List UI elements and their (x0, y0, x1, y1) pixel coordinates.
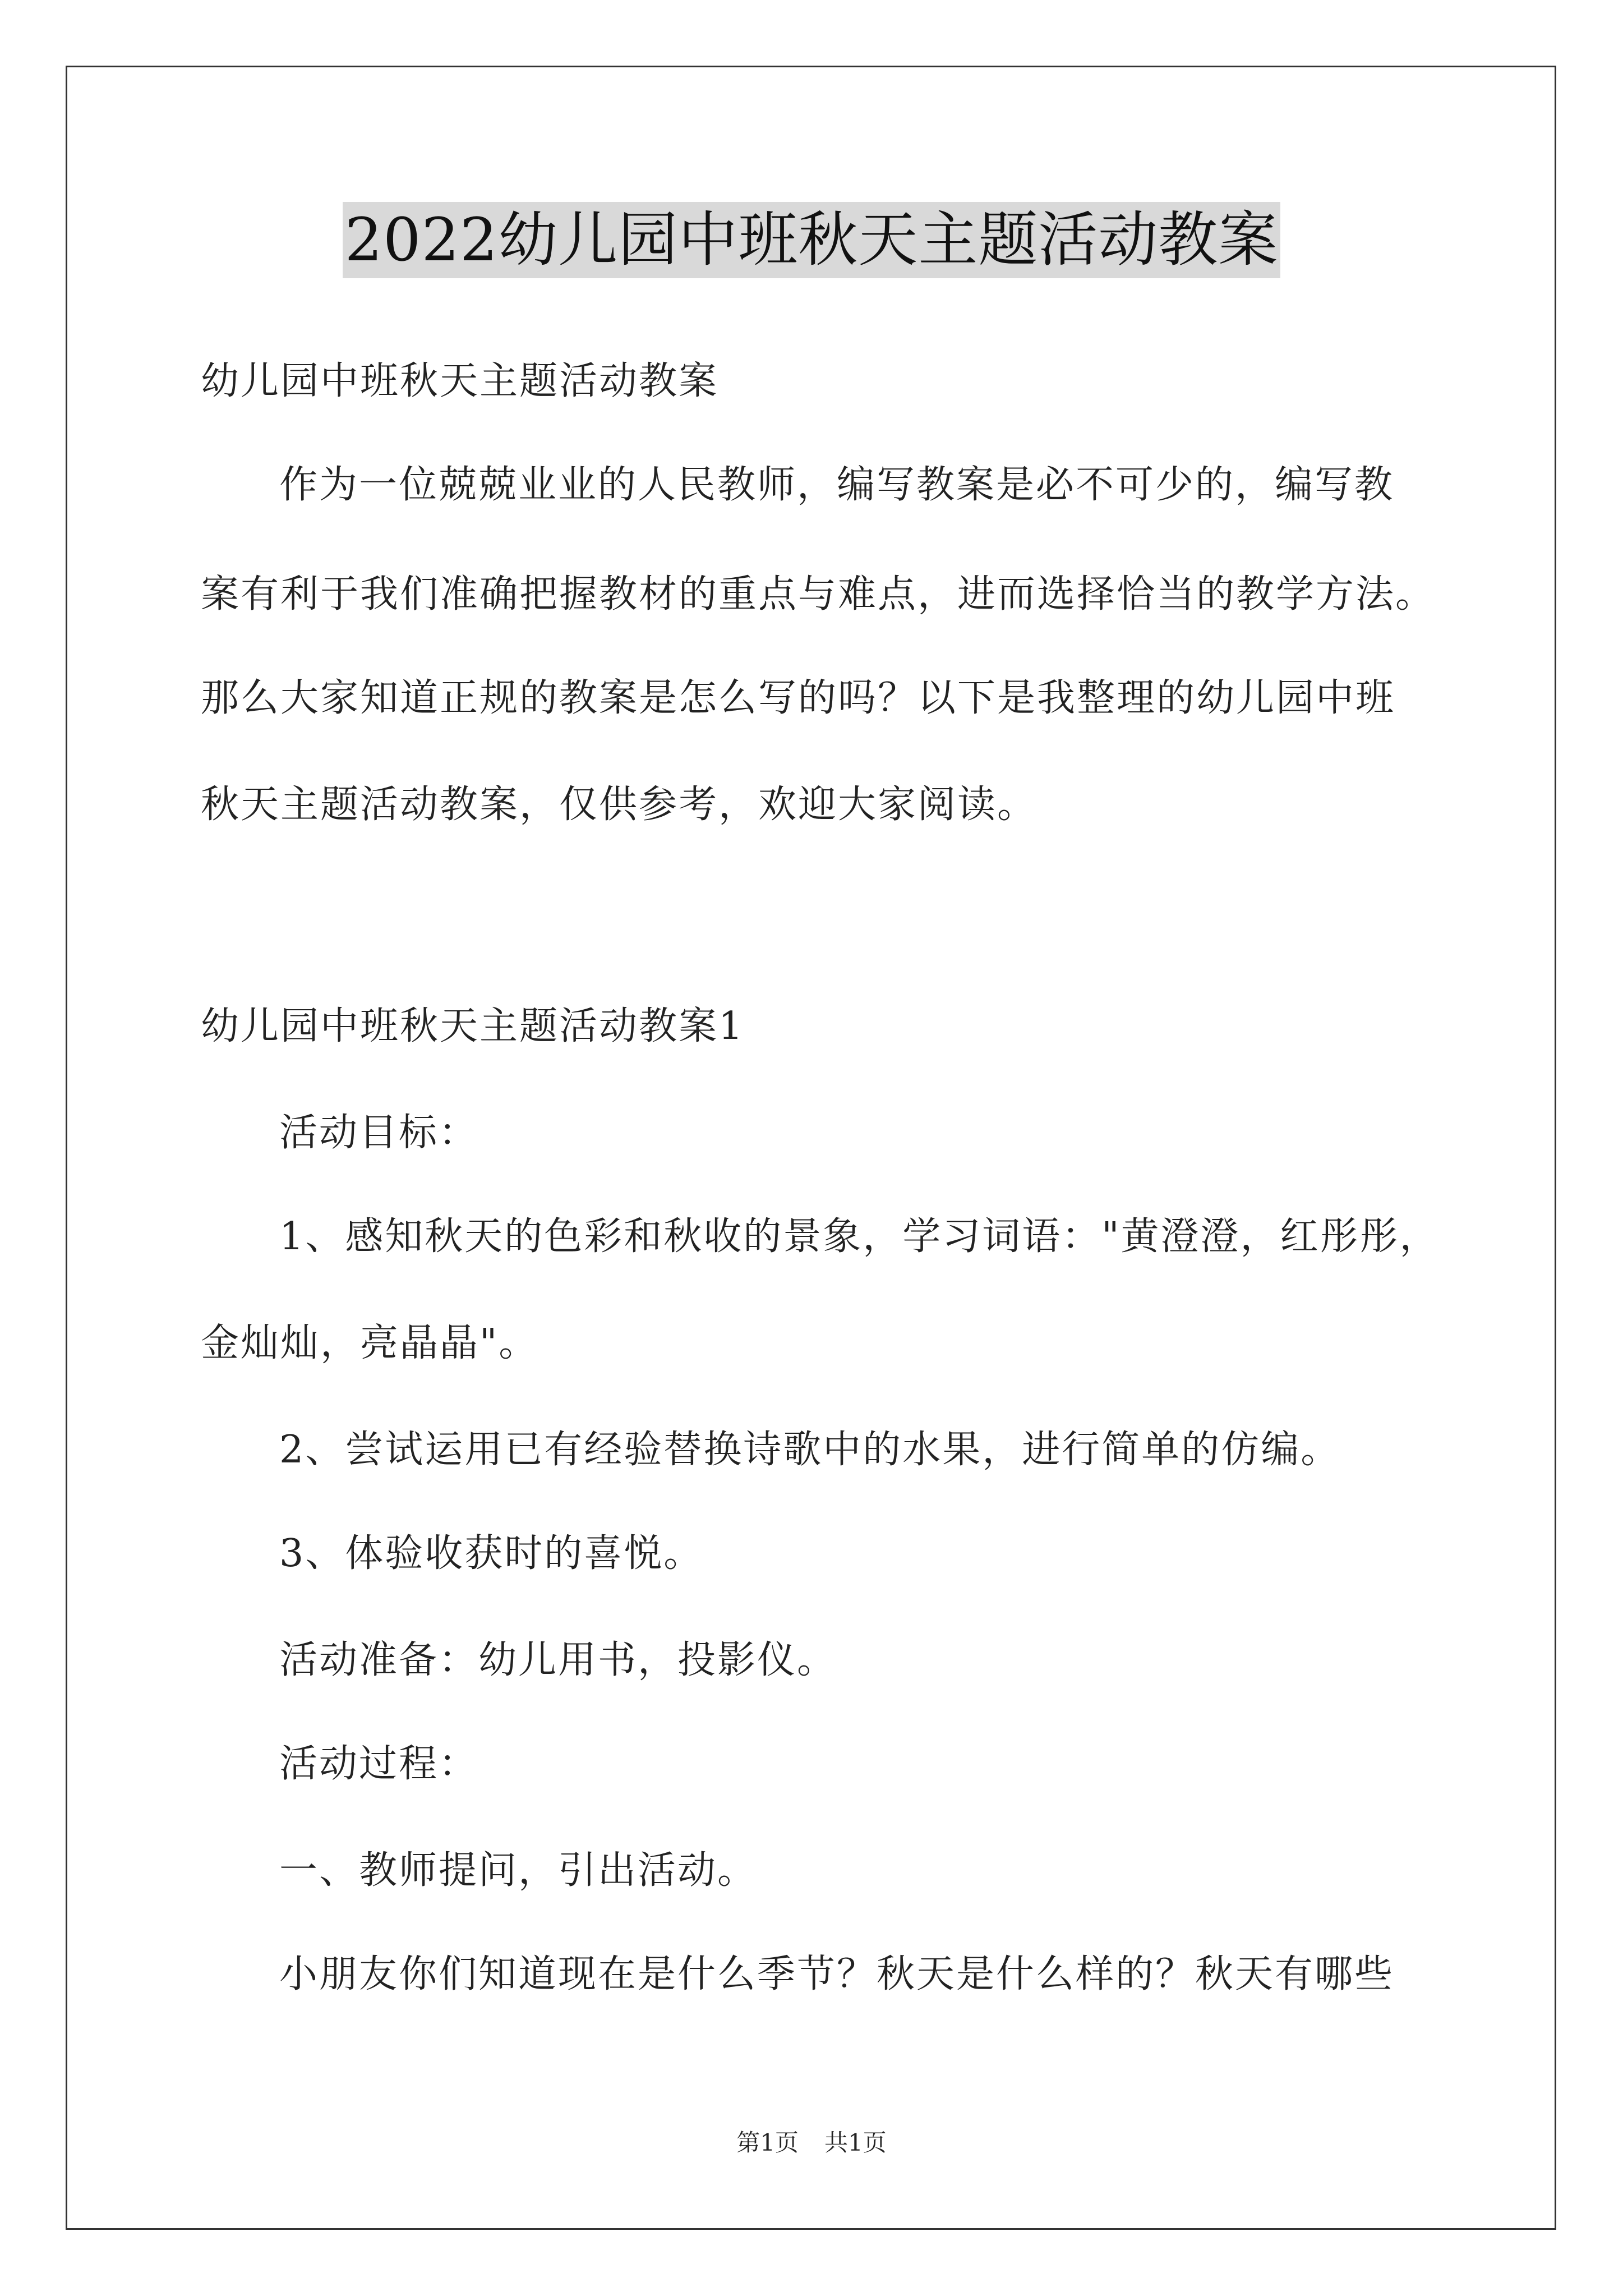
page-number: 第1页 (736, 2129, 799, 2156)
paragraph-line: 秋天主题活动教案，仅供参考，欢迎大家阅读。 (201, 783, 1038, 827)
section-heading: 幼儿园中班秋天主题活动教案1 (201, 1004, 745, 1048)
paragraph-line: 作为一位兢兢业业的人民教师，编写教案是必不可少的，编写教 (279, 463, 1395, 507)
section-label: 活动过程： (279, 1742, 479, 1786)
document-title: 2022幼儿园中班秋天主题活动教案 (343, 202, 1281, 278)
paragraph-line: 小朋友你们知道现在是什么季节？秋天是什么样的？秋天有哪些 (279, 1952, 1395, 1996)
list-item: 2、尝试运用已有经验替换诗歌中的水果，进行简单的仿编。 (279, 1428, 1341, 1472)
list-item-continuation: 金灿灿，亮晶晶"。 (201, 1321, 539, 1365)
subtitle-line: 幼儿园中班秋天主题活动教案 (201, 359, 719, 403)
list-item: 一、教师提问，引出活动。 (279, 1848, 758, 1893)
section-label: 活动目标： (279, 1111, 479, 1155)
paragraph-line: 案有利于我们准确把握教材的重点与难点，进而选择恰当的教学方法。 (201, 572, 1436, 616)
list-item: 3、体验收获时的喜悦。 (279, 1531, 704, 1576)
page-footer (0, 2129, 1623, 2157)
list-item: 1、感知秋天的色彩和秋收的景象，学习词语："黄澄澄，红彤彤， (279, 1214, 1440, 1259)
section-label: 活动准备：幼儿用书，投影仪。 (279, 1638, 837, 1682)
title-container (0, 202, 1623, 278)
page-total: 共1页 (824, 2129, 887, 2156)
paragraph-line: 那么大家知道正规的教案是怎么写的吗？以下是我整理的幼儿园中班 (201, 676, 1396, 720)
